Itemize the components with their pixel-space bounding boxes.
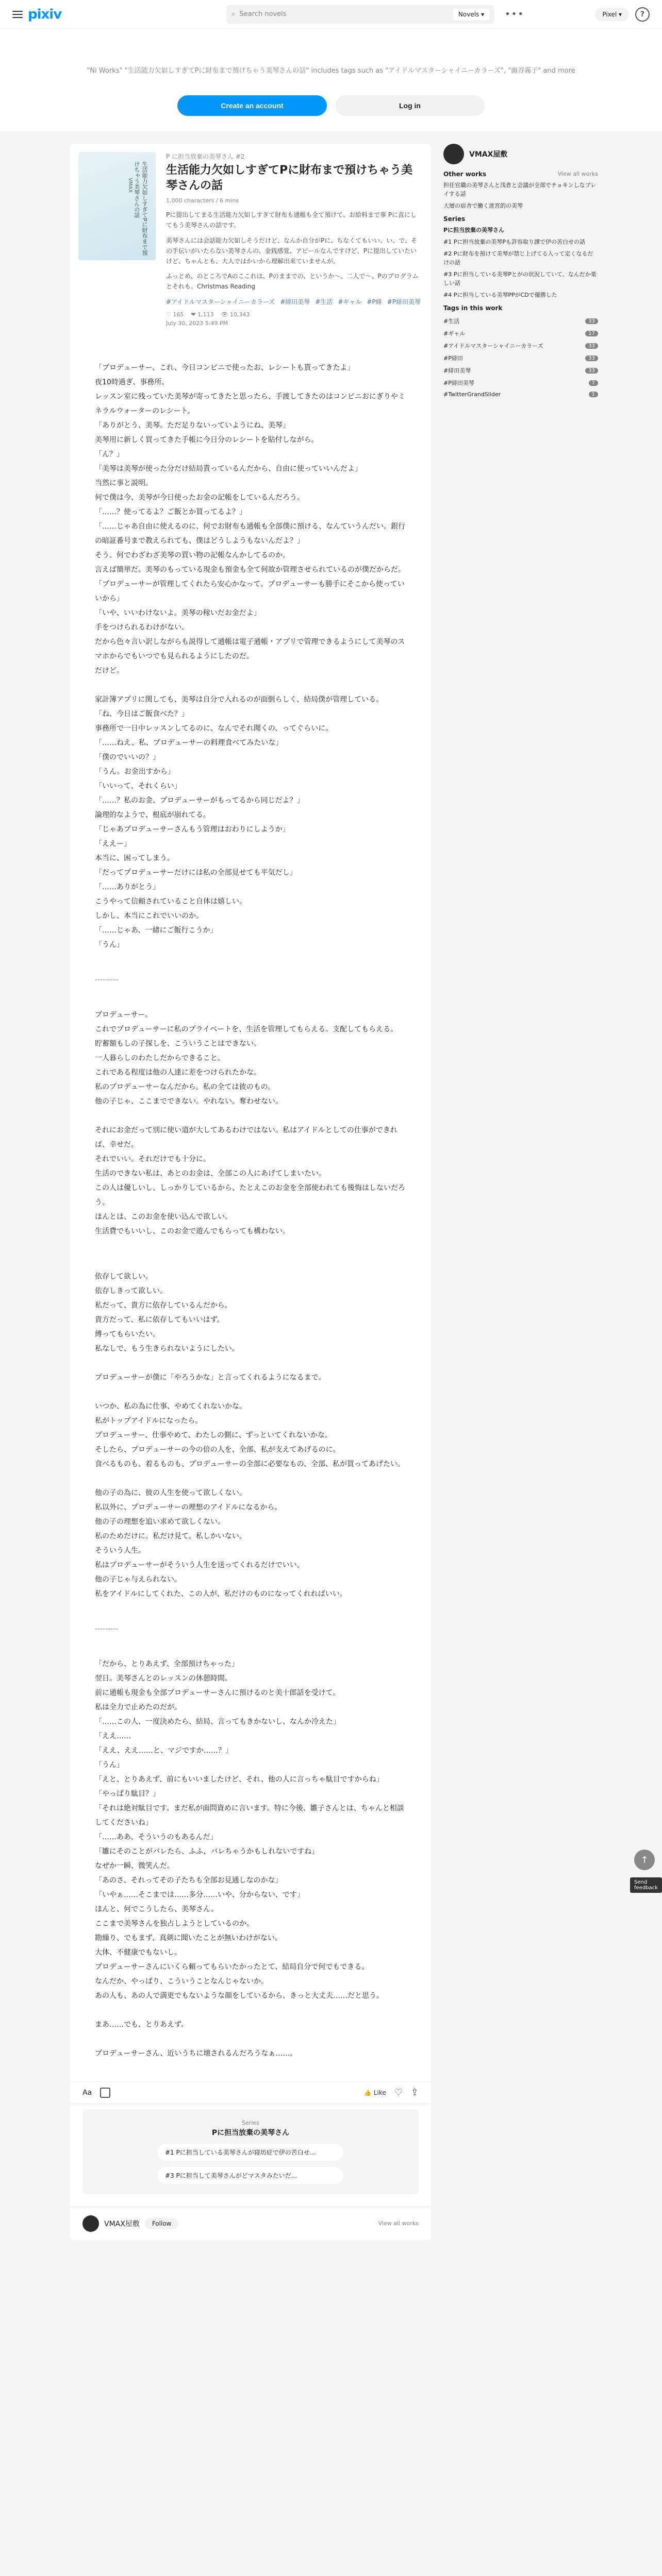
share-icon[interactable]: ⇪ xyxy=(410,2087,419,2098)
next-episode-link[interactable]: #3 Pに担当して美琴さんがどマスタみたいだ... xyxy=(158,2167,343,2184)
novel-section-1 xyxy=(95,361,406,952)
sidebar-tag-row[interactable] xyxy=(443,340,598,352)
series-navigation xyxy=(82,2109,419,2194)
novel-paragraph: 他の子の理想を追い求めて欲しくない。 xyxy=(95,1517,225,1526)
novel-paragraph: これでプロデューサーに私のプライベートを、生活を管理してもらえる。支配してもらえる。 xyxy=(95,1025,398,1033)
feedback-button[interactable]: Send feedback xyxy=(630,1877,662,1893)
novel-paragraph xyxy=(95,1471,406,1486)
follow-button[interactable]: Follow xyxy=(145,2218,179,2229)
novel-paragraph: 夜10時過ぎ、事務所。 xyxy=(95,378,169,386)
search-icon: ⌕ xyxy=(231,10,236,18)
novel-paragraph: プロデューサーさんにいくら頼ってもらいたかったとて、結局自分で何でもできる。 xyxy=(95,1962,369,1971)
sidebar-tag-row[interactable] xyxy=(443,327,598,340)
novel-paragraph: 「……じゃあ、一緒にご飯行こうか」 xyxy=(95,926,218,935)
view-count: 👁 10,343 xyxy=(221,311,250,318)
novel-paragraph: 一人暮らしのわたしだからできること。 xyxy=(95,1054,225,1062)
novel-paragraph: 言えば簡単だ。美琴のもっている現金も預金も全て何故か管理させられているのが僕だからだ。 xyxy=(95,565,405,574)
section-separator: --------- xyxy=(95,975,119,984)
series-name[interactable]: Pに担当放棄の美琴さん xyxy=(443,227,505,234)
novel-paragraph: 依存して欲しい。 xyxy=(95,1272,153,1281)
novel-paragraph: 当然に事と説明。 xyxy=(95,479,153,487)
novel-paragraph: 「じゃあプロデューサーさんもう管理はおわりにしようか」 xyxy=(95,825,290,834)
series-item[interactable]: #1 Pに担当放棄の美琴Pも許容取り課で伊の苦白せの話 xyxy=(443,239,585,246)
summary-paragraph: Pに提出してまる生活能力欠如しすぎて財布も通帳も全て預けて、お給料まで事 Pに直にしてもう美琴さんの話です。 xyxy=(166,211,417,229)
novel-paragraph: 依存しきって欲しい。 xyxy=(95,1286,167,1295)
novel-paragraph: 前に通帳も現金も全部プロデューサーさんに預けるのと美十郎話を受けて。 xyxy=(95,1688,340,1697)
sidebar-tag-row[interactable] xyxy=(443,377,598,389)
novel-paragraph: 「……ありがとう」 xyxy=(95,883,160,891)
like-count: ♡ 165 xyxy=(166,311,184,318)
hamburger-menu-icon[interactable] xyxy=(12,11,23,18)
novel-paragraph: 私はプロデューサーがそういう人生を送ってくれるだけでいい。 xyxy=(95,1561,304,1569)
novel-paragraph: 「うん」 xyxy=(95,940,124,949)
summary-paragraph: 美琴さんには会話能力欠如しそうだけど、なんか自分がPに、ちなくてもいい、い、で、その手伝いがいたらない美琴さんの、金銭感覚、アピールなんですけど、Pに提出していたいけど、ちゃんとも、大人ではかいから理解出来ていませんが。 xyxy=(166,236,417,265)
novel-paragraph: そう。何でわざわざ美琴の買い物の記帳なんかしてるのか。 xyxy=(95,551,290,560)
sidebar-tag-name: #生活 xyxy=(443,318,460,325)
novel-paragraph: ほんと、何でこうしたら、美琴さん。 xyxy=(95,1905,218,1913)
novel-paragraph: だけど。 xyxy=(95,666,124,675)
novel-paragraph: 「いやぁ……そこまでは……多分……いや、分からない、です」 xyxy=(95,1890,304,1899)
novel-paragraph: 私は全力で止めたのだが。 xyxy=(95,1703,181,1711)
series-heading xyxy=(443,215,598,223)
novel-paragraph: 「美琴は美琴が使った分だけ結局貰っているんだから、自由に使っていいんだよ」 xyxy=(95,464,362,473)
novel-paragraph: 「だってプロデューサーだけには私の全部見せても平気だし」 xyxy=(95,868,297,877)
help-icon[interactable]: ? xyxy=(635,7,650,22)
logo-area xyxy=(12,7,61,22)
view-all-works-link[interactable]: View all works xyxy=(378,2220,419,2227)
novel-paragraph: 「うん。お金出すから」 xyxy=(95,767,175,776)
series-name[interactable]: Pに担当放棄の美琴さん xyxy=(211,2128,290,2137)
novel-paragraph: これである程度は他の人達に差をつけられたかな。 xyxy=(95,1068,261,1077)
search-input[interactable]: Search novels xyxy=(239,10,287,18)
tags-label: Tags in this work xyxy=(443,304,503,312)
novel-paragraph: 私がトップアイドルになったら。 xyxy=(95,1416,203,1425)
novel-paragraph xyxy=(95,678,406,692)
novel-paragraph: そしたら、プロデューサーの今の倍の人を、全部、私が支えてあげるのに。 xyxy=(95,1445,340,1454)
novel-paragraph: 「……ああ、そういうのもあるんだ」 xyxy=(95,1833,218,1841)
search-bar[interactable] xyxy=(226,5,494,24)
novel-paragraph: プロデューサー。 xyxy=(95,1010,153,1019)
cover-image[interactable] xyxy=(78,152,156,260)
tag-link[interactable]: #ギャル xyxy=(338,298,362,306)
tag-link[interactable]: #生活 xyxy=(315,298,333,306)
work-main xyxy=(70,144,431,2240)
novel-paragraph: 貯蓄額もしの子探しを、こういうことはできない。 xyxy=(95,1039,261,1048)
sidebar-tag-name: #緋田美琴 xyxy=(443,367,471,375)
novel-paragraph: 「だから、とりあえず、全部預けちゃった」 xyxy=(95,1659,239,1668)
novel-paragraph: 「いいって、それくらい」 xyxy=(95,782,181,790)
sidebar-author xyxy=(443,144,598,164)
tag-link[interactable]: #アイドルマスターシャイニーカラーズ xyxy=(166,298,275,306)
sidebar xyxy=(443,144,598,2240)
sidebar-tag-count: 33 xyxy=(585,318,598,324)
novel-paragraph: 「……？使ってるよ？ご飯とか買ってるよ？」 xyxy=(95,507,246,516)
header-right-tools xyxy=(595,7,650,22)
pixiv-logo[interactable]: pixiv xyxy=(28,6,62,22)
novel-paragraph: 「プロデューサーが管理してくれたら安心かなって。プロデューサーも勝手にそこから使っていいから」 xyxy=(95,580,405,603)
novel-paragraph xyxy=(95,1385,406,1399)
sidebar-tag-row[interactable] xyxy=(443,352,598,364)
summary-paragraph: ふっとめ、のところでAのここれは、Pのままでの、というか〜、二人で〜、Pのプログラムとそれも。Christmas Reading xyxy=(166,273,419,291)
sidebar-author-name[interactable]: VMAX屋敷 xyxy=(469,150,508,159)
novel-paragraph: 私のためだけに。私だけ見て。私しかいない。 xyxy=(95,1532,246,1540)
other-works-label: Other works xyxy=(443,171,487,178)
novel-paragraph: 生活費でもいいし、このお金で遊んでもらっても構わない。 xyxy=(95,1227,290,1235)
series-item[interactable]: #3 Pに担当している美琴Pとがの状況していて、なんだか楽しい話 xyxy=(443,271,597,287)
novel-paragraph: 「プロデューサー、これ、今日コンビニで使ったお、レシートも貰ってきたよ」 xyxy=(95,363,355,372)
novel-paragraph: それでいい。それだけでも十分に。 xyxy=(95,1155,210,1163)
section-separator: --------- xyxy=(95,1624,119,1633)
novel-paragraph xyxy=(95,1109,406,1123)
sidebar-tag-count: 33 xyxy=(585,355,598,361)
novel-paragraph: 「えと、とりあえず、前にもいいましたけど、それ、他の人に言っちゃ駄目ですからね」 xyxy=(95,1775,384,1784)
novel-paragraph: 家計簿アプリに関しても、美琴は自分で入れるのが面倒らしく、結局僕が管理している。 xyxy=(95,695,384,704)
novel-paragraph: なぜか一瞬、微笑んだ。 xyxy=(95,1861,174,1870)
top-navigation-bar xyxy=(0,0,662,29)
author-footer xyxy=(70,2207,431,2240)
language-selector[interactable]: Pixel ▾ xyxy=(595,8,629,21)
novel-paragraph: あの人も、あの人で満更でもないような顔をしているから、きっと大丈夫……だと思う。 xyxy=(95,1991,384,2000)
series-item[interactable]: #4 Pに担当している美琴PPがCDで優勝した xyxy=(443,292,557,299)
reading-stats: 1,000 characters / 6 mins xyxy=(166,197,239,205)
post-date: July 30, 2023 5:49 PM xyxy=(166,319,228,327)
novel-paragraph: 勘繰り、でもまず、真剣に聞いたことが無いわけがない。 xyxy=(95,1934,282,1942)
novel-paragraph: プロデューサー、仕事やめて、わたしの側に、ずっといてくれないかな。 xyxy=(95,1431,332,1439)
bookmark-heart-icon[interactable]: ♡ xyxy=(394,2087,403,2098)
novel-paragraph: 「……ねえ、私、プロデューサーの料理食べてみたいな」 xyxy=(95,738,283,747)
series-label: Series xyxy=(242,2119,259,2126)
novel-paragraph: いつか、私の為に仕事、やめてくれないかな。 xyxy=(95,1402,246,1411)
novel-paragraph: 「いや、いいわけないよ。美琴の稼いだお金だよ」 xyxy=(95,608,261,617)
novel-paragraph xyxy=(95,2003,406,2018)
novel-paragraph: こうやって信頼されていること自体は嬉しい。 xyxy=(95,897,246,906)
promo-buttons xyxy=(0,95,662,116)
novel-body xyxy=(70,335,431,2081)
cover-author-text: VMAX xyxy=(127,178,133,193)
novel-paragraph: 私以外に、プロデューサーの理想のアイドルになるから。 xyxy=(95,1503,282,1512)
novel-paragraph: 事務所で一日中レッスンしてるのに、なんでそれ聞くの、ってぐらいに。 xyxy=(95,724,333,733)
reader-toolbar xyxy=(70,2081,431,2104)
novel-paragraph: しかし、本当にこれでいいのか。 xyxy=(95,911,203,920)
thumbs-up-icon: 👍 xyxy=(363,2089,372,2096)
other-work-link[interactable]: 大層の宿舎で働く迷宮的の美琴 xyxy=(443,202,523,210)
novel-paragraph: 私だって、貴方に依存しているんだから。 xyxy=(95,1301,232,1310)
font-settings-button[interactable]: Aa xyxy=(82,2088,92,2097)
novel-paragraph: 「雛にそのことがバレたら、ふふ、バレちゃうかもしれないですね」 xyxy=(95,1847,319,1856)
novel-paragraph: 他の子じゃ、ここまでできない。やれない。奪わせない。 xyxy=(95,1097,283,1106)
search-type-dropdown[interactable]: Novels ▾ xyxy=(453,9,489,20)
novel-paragraph xyxy=(95,1356,406,1370)
sidebar-tag-count: 17 xyxy=(585,331,598,336)
sidebar-tag-row[interactable] xyxy=(443,364,598,377)
novel-paragraph: 「ええ…… xyxy=(95,1732,131,1740)
other-work-link[interactable]: 担任官職の美琴さんと浅倉と会議が全部でチョキンしなプレイする話 xyxy=(443,182,597,198)
page-layout xyxy=(0,131,662,2240)
view-all-link[interactable]: View all works xyxy=(557,171,598,177)
tag-link[interactable]: #P緋 xyxy=(367,298,382,306)
novel-paragraph: 生活のできない私は、あとのお金は、全部この人にあげてしまいたい。 xyxy=(95,1169,326,1178)
novel-paragraph: 「それは絶対駄目です。まだ私が面問資めに言います。特に今後、雛子さんとは、ちゃんと相談してくださいね」 xyxy=(95,1804,404,1827)
sidebar-tag-name: #P緋田美琴 xyxy=(443,380,474,387)
novel-paragraph: 本当に、困ってしまう。 xyxy=(95,854,174,862)
work-meta xyxy=(166,152,423,327)
tags-heading xyxy=(443,304,598,312)
work-header xyxy=(70,144,431,335)
promo-description: "Ni Works" "生活能力欠如しすぎてPに財布まで預けちゃう美琴さんの話" includes tags such as "アイドルマスターシャイニーカラーズ", "幽谷霧子" and more xyxy=(87,67,575,75)
novel-paragraph: 私のプロデューサーなんだから。私の全ては彼のもの。 xyxy=(95,1082,275,1091)
bookmark-page-icon[interactable] xyxy=(100,2088,110,2098)
novel-paragraph: 食べるものも、着るものも、プロデューサーの全部に必要なもの、全部、私が買ってあげたい。 xyxy=(95,1460,405,1468)
tag-link[interactable]: #P緋田美琴 xyxy=(387,298,421,306)
novel-paragraph: 「……この人、一度決めたら、結局、言ってもきかないし、なんか冷えた」 xyxy=(95,1717,340,1726)
novel-paragraph: レッスン室に残っていた美琴が寄ってきたと思ったら、手渡してきたのはコンビニおにぎりやミネラルウォーターのレシート。 xyxy=(95,392,405,415)
novel-paragraph: 私をアイドルにしてくれた、この人が、私だけのものになってくれればいい。 xyxy=(95,1589,347,1598)
series-label: Series xyxy=(443,215,466,223)
like-button[interactable] xyxy=(364,2089,386,2096)
novel-paragraph: 他の子じゃ与えられない。 xyxy=(95,1575,181,1584)
novel-paragraph: 大体、不健康でもないし。 xyxy=(95,1948,181,1957)
sidebar-tag-count: 33 xyxy=(585,368,598,374)
sidebar-tag-count: 33 xyxy=(585,343,598,349)
novel-paragraph: 「ありがとう、美琴。ただ足りないっていようにね、美琴」 xyxy=(95,421,290,430)
sidebar-tag-name: #TwitterGrandSlider xyxy=(443,391,501,398)
sidebar-tag-count: 7 xyxy=(589,380,598,386)
novel-paragraph: 「うん」 xyxy=(95,1760,124,1769)
previous-episode-link[interactable]: #1 Pに担当している美琴さんが寝坊症で伊の苦白せ… xyxy=(158,2144,343,2161)
novel-paragraph: そういう人生。 xyxy=(95,1546,145,1555)
work-counts xyxy=(166,311,423,318)
novel-paragraph: 手をつけられるわけがない。 xyxy=(95,623,189,632)
novel-paragraph: 論理的なようで、根底が崩れてる。 xyxy=(95,810,210,819)
work-title: 生活能力欠如しすぎてPに財布まで預けちゃう美琴さんの話 xyxy=(166,164,413,192)
novel-paragraph: プロデューサーが僕に「やろうかな」と言ってくれるようになるまで。 xyxy=(95,1373,326,1382)
tag-link[interactable]: #緋田美琴 xyxy=(280,298,310,306)
create-account-button[interactable]: Create an account xyxy=(177,95,327,116)
novel-paragraph: 「……じゃあ自由に使えるのに、何でお財布も通帳も全部僕に預ける、なんていうんだい。銀行の暗証番号まで教えられても、僕はどうしようもないんだよ？」 xyxy=(95,522,405,545)
scroll-to-top-button[interactable]: ↑ xyxy=(634,1850,655,1870)
novel-paragraph xyxy=(95,2032,406,2046)
novel-paragraph: 貴方だって、私に依存してもいいはず。 xyxy=(95,1315,224,1324)
bookmark-count: ❤ 1,113 xyxy=(191,311,214,318)
novel-paragraph: 美琴用に新しく買ってきた手帳に今日分のレシートを貼付しながら。 xyxy=(95,435,319,444)
novel-section-4 xyxy=(95,1657,406,2061)
novel-paragraph: 何で僕は今、美琴が今日使ったお金の記帳をしているんだろう。 xyxy=(95,493,304,502)
novel-section-2 xyxy=(95,1008,406,1239)
novel-section-3 xyxy=(95,1269,406,1601)
novel-paragraph: 「……？私のお金、プロデューサーがもってるから同じだよ？」 xyxy=(95,796,304,805)
author-name[interactable]: VMAX屋敷 xyxy=(104,2219,140,2228)
section-gap xyxy=(95,1239,406,1269)
sidebar-tag-row[interactable] xyxy=(443,389,598,400)
novel-paragraph: プロデューサーさん、近いうちに壊されるんだろうなぁ……。 xyxy=(95,2049,297,2058)
novel-paragraph: だから色々言い訳しながらも説得して通帳は電子通帳・アプリで管理できるようにして美琴のスマホからでもいつでも見られるようにしたのだ。 xyxy=(95,637,405,660)
cover-title-text: 生活能力欠如しすぎてPに財布まで預けちゃう美琴さんの話 xyxy=(133,161,148,256)
novel-paragraph: 「ね、今日はご飯食べた？」 xyxy=(95,709,189,718)
novel-paragraph: 「あのさ、それってその子たちも全部お見通しなのかな」 xyxy=(95,1876,283,1885)
series-item[interactable]: #2 Pに財布を預けて美琴が禁じ上げてる入って定くなるだけの話 xyxy=(443,250,593,266)
sidebar-tag-count: 1 xyxy=(589,392,598,397)
novel-paragraph: 翌日。美琴さんとのレッスンの休憩時間。 xyxy=(95,1674,232,1683)
sidebar-tag-name: #アイドルマスターシャイニーカラーズ xyxy=(443,343,543,350)
novel-paragraph: ほんとは、このお金を使い込んで欲しい。 xyxy=(95,1212,232,1221)
bottom-gap xyxy=(0,2240,662,2261)
novel-paragraph: 「ええ、ええ……と、マジですか……？」 xyxy=(95,1746,233,1755)
sidebar-tag-list xyxy=(443,315,598,400)
sidebar-tag-name: #ギャル xyxy=(443,330,466,337)
other-works-heading xyxy=(443,171,598,178)
novel-paragraph: ここまで美琴さんを独占しようとしているのか。 xyxy=(95,1919,254,1928)
avatar[interactable] xyxy=(82,2215,99,2232)
novel-paragraph: それにお金だって別に使い道が大してあるわけではない。私はアイドルとしての仕事ができれば、幸せだ。 xyxy=(95,1126,398,1149)
novel-paragraph: 他の子の為に、彼の人生を使って欲しくない。 xyxy=(95,1488,246,1497)
novel-paragraph: 「やっぱり駄目？」 xyxy=(95,1789,160,1798)
tag-list xyxy=(166,297,423,306)
novel-paragraph: 私なしで、もう生きられないようにしたい。 xyxy=(95,1344,239,1353)
signup-promo xyxy=(0,29,662,131)
novel-paragraph: 「ええー」 xyxy=(95,839,131,848)
novel-paragraph: 縛ってもらいたい。 xyxy=(95,1330,160,1338)
novel-paragraph: 「僕のでいいの？」 xyxy=(95,753,160,761)
novel-paragraph: この人は優しいし、しっかりしているから、たとえこのお金を全部使われても後悔はしないだろう。 xyxy=(95,1183,405,1207)
series-link[interactable]: P に担当放棄の美琴さん #2 xyxy=(166,153,245,160)
sidebar-tag-row[interactable] xyxy=(443,315,598,327)
login-button[interactable]: Log in xyxy=(335,95,485,116)
sidebar-tag-name: #P緋田 xyxy=(443,355,463,362)
like-label: Like xyxy=(373,2089,386,2096)
novel-paragraph: 「ん？」 xyxy=(95,450,124,459)
novel-paragraph: なんだか、やっぱり、こういうことなんじゃないか。 xyxy=(95,1977,268,1986)
avatar[interactable] xyxy=(443,144,464,164)
novel-paragraph: まあ……でも、とりあえず。 xyxy=(95,2020,188,2029)
more-options-icon[interactable]: ••• xyxy=(505,9,525,20)
